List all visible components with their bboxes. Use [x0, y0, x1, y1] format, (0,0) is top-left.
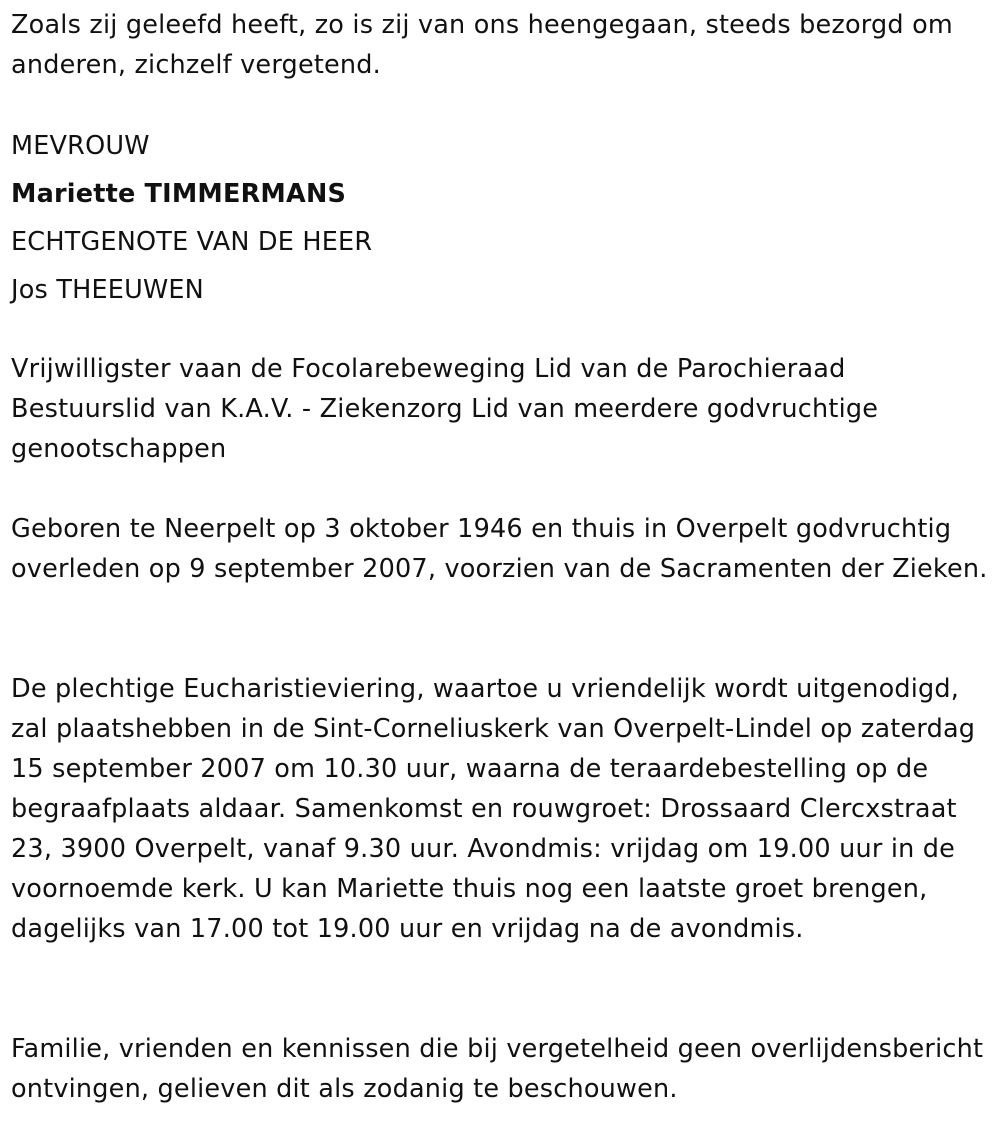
spouse-label: ECHTGENOTE VAN DE HEER	[11, 227, 373, 257]
birth-death-paragraph: Geboren te Neerpelt op 3 oktober 1946 en thuis in Overpelt godvruchtig overleden op 9 september 2007, voorzien van de Sacramenten der Zieken.	[11, 514, 988, 584]
intro-quote: Zoals zij geleefd heeft, zo is zij van ons heengegaan, steeds bezorgd om anderen, zichzelf vergetend.	[11, 10, 953, 80]
title-line: MEVROUW	[11, 131, 150, 161]
closing-paragraph: Familie, vrienden en kennissen die bij vergetelheid geen overlijdensbericht ontvingen, gelieven dit als zodanig te beschouwen.	[11, 1034, 984, 1104]
spouse-name: Jos THEEUWEN	[11, 275, 204, 305]
deceased-name: Mariette TIMMERMANS	[11, 179, 347, 209]
ceremony-paragraph: De plechtige Eucharistieviering, waartoe u vriendelijk wordt uitgenodigd, zal plaatshebben in de Sint-Corneliuskerk van Overpelt-Lindel op zaterdag 15 september 2007 om 10.30 uur, waarna de teraardebestelling op de begraafplaats aldaar. Samenkomst en rouwgroet: Drossaard Clercxstraat 23, 3900 Overpelt, vanaf 9.30 uur. Avondmis: vrijdag om 19.00 uur in de voornoemde kerk. U kan Mariette thuis nog een laatste groet brengen, dagelijks van 17.00 tot 19.00 uur en vrijdag na de avondmis.	[11, 674, 976, 944]
roles-paragraph: Vrijwilligster vaan de Focolarebeweging Lid van de Parochieraad Bestuurslid van K.A.V. - Ziekenzorg Lid van meerdere godvruchtige genootschappen	[11, 354, 879, 464]
